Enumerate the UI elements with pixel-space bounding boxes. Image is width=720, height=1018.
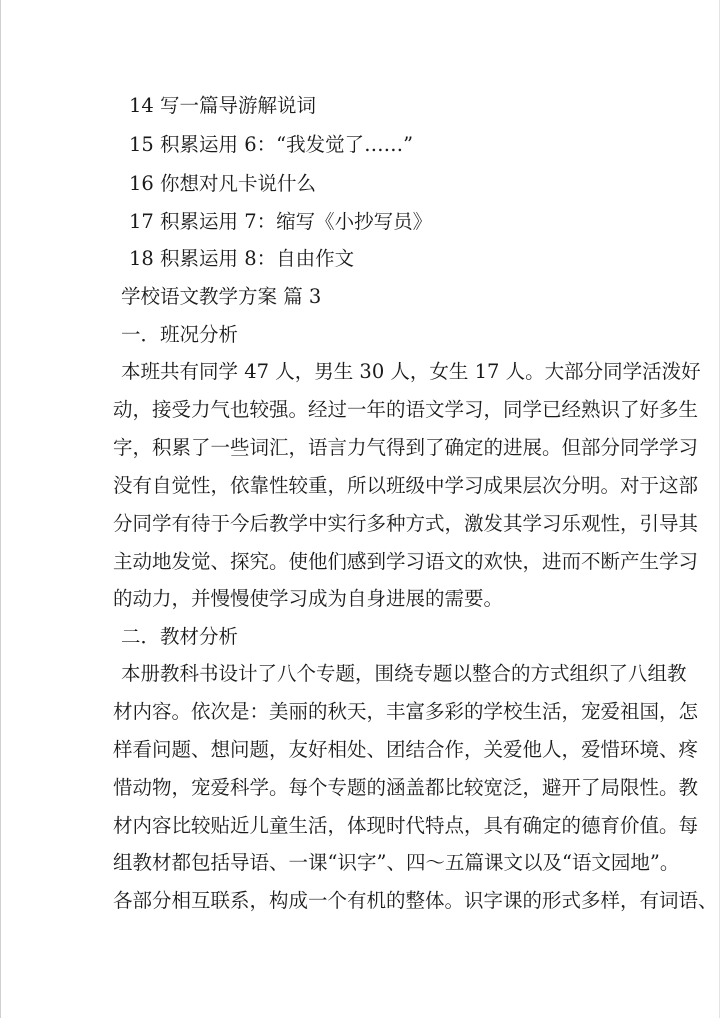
paragraph-line: 组教材都包括导语、一课“识字”、四～五篇课文以及“语文园地”。 [113,851,680,874]
paragraph-line: 本册教科书设计了八个专题，围绕专题以整合的方式组织了八组教 [121,662,687,685]
paragraph-line: 主动地发觉、探究。使他们感到学习语文的欢快，进而不断产生学习 [113,550,699,573]
paragraph-line: 材内容比较贴近儿童生活，体现时代特点，具有确定的德育价值。每 [113,814,699,837]
paragraph-line: 本班共有同学 47 人，男生 30 人，女生 17 人。大部分同学活泼好 [121,360,701,383]
paragraph-line: 字，积累了一些词汇，语言力气得到了确定的进展。但部分同学学习 [113,436,699,459]
paragraph-line: 分同学有待于今后教学中实行多种方式，激发其学习乐观性，引导其 [113,512,699,535]
heading-textbook-analysis: 二．教材分析 [121,625,239,648]
paragraph-line: 没有自觉性，依靠性较重，所以班级中学习成果层次分明。对于这部 [113,474,699,497]
paragraph-line: 动，接受力气也较强。经过一年的语文学习，同学已经熟识了好多生 [113,398,699,421]
paragraph-line: 样看问题、想问题，友好相处、团结合作，关爱他人，爱惜环境、疼 [113,738,699,761]
paragraph-line: 的动力，并慢慢使学习成为自身进展的需要。 [113,587,504,610]
list-item: 15 积累运用 6：“我发觉了……” [129,133,414,156]
list-item: 14 写一篇导游解说词 [129,94,317,117]
list-item: 17 积累运用 7：缩写《小抄写员》 [129,210,433,233]
paragraph-line: 材内容。依次是：美丽的秋天，丰富多彩的学校生活，宠爱祖国，怎 [113,700,699,723]
heading-class-analysis: 一．班况分析 [121,323,239,346]
list-item: 16 你想对凡卡说什么 [129,172,317,195]
paragraph-line: 惜动物，宠爱科学。每个专题的涵盖都比较宽泛，避开了局限性。教 [113,776,699,799]
section-title: 学校语文教学方案 篇 3 [121,285,322,308]
list-item: 18 积累运用 8：自由作文 [129,247,355,270]
paragraph-line: 各部分相互联系，构成一个有机的整体。识字课的形式多样，有词语、 [113,889,718,912]
